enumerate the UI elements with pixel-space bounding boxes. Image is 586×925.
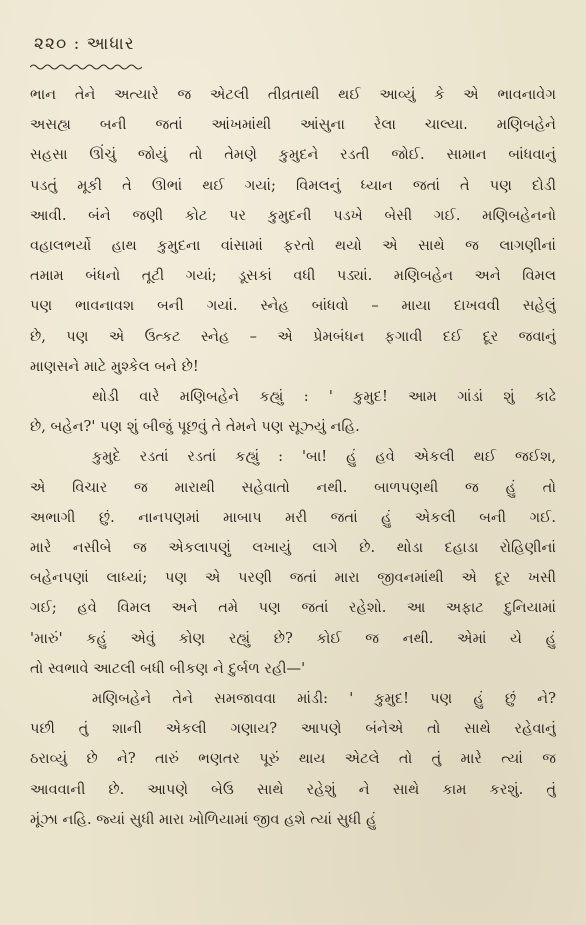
text-line: આવી. બંને જણી કોટ પર કુમુદની પડખે બેસી ગઈ. મણિબહેનનો <box>30 206 556 224</box>
header-separator: : <box>73 34 81 54</box>
page-header <box>34 34 135 54</box>
text-line: અભાગી છું. નાનપણમાં માબાપ મરી જતાં હું એકલી બની ગઈ. <box>30 508 556 526</box>
text-line: છે, બહેન?' પણ શું બીજું પૂછવું તે તેમને પણ સૂઝ્યું નહિ. <box>30 418 360 436</box>
text-line: અસહ્ય બની જતાં આંખમાંથી આંસુના રેલા ચાલ્યા. મણિબહેને <box>30 116 556 134</box>
text-line: થોડી વારે મણિબહેને કહ્યું : ' કુમુદ! આમ ગાંડાં શું કાઢે <box>92 388 556 406</box>
text-line: બહેનપણાં લાધ્યાં; પણ એ પરણી જતાં મારા જીવનમાંથી એ દૂર ખસી <box>30 569 556 587</box>
text-line: કુમુદે રડતાં રડતાં કહ્યું : 'બા! હું હવે એકલી થઈ જઈશ, <box>92 448 556 466</box>
text-line: મારે નસીબે જ એકલાપણું લખાયું લાગે છે. થોડા દહાડા રોહિણીનાં <box>30 539 556 557</box>
running-title: આધાર <box>86 34 135 54</box>
paragraph <box>30 442 556 684</box>
text-line: ઠરાવ્યું છે ને? તારું ભણતર પૂરું થાય એટલે તો તું મારે ત્યાં જ <box>30 750 556 768</box>
text-line: તમામ બંધનો તૂટી ગયાં; ડૂસકાં વધી પડ્યાં. મણિબહેન અને વિમલ <box>30 267 556 285</box>
paragraph <box>30 80 556 382</box>
text-line: ભાન તેને અત્યારે જ એટલી તીવ્રતાથી થઈ આવ્યું કે એ ભાવનાવેગ <box>30 86 556 103</box>
paragraph <box>30 382 556 442</box>
text-line: પછી તું શાની એકલી ગણાય? આપણે બંનેએ તો સાથે રહેવાનું <box>30 720 556 738</box>
text-line: તો સ્વભાવે આટલી બધી બીકણ ને દુર્બળ રહી—' <box>30 659 306 677</box>
text-line: ગઈ; હવે વિમલ અને તમે પણ જતાં રહેશો. આ અફાટ દુનિયામાં <box>30 599 556 617</box>
paragraph <box>30 684 556 835</box>
text-line: 'મારું' કહું એવું કોણ રહ્યું છે? કોઈ જ નથી. એમાં યે હું <box>30 629 556 647</box>
page-number: ૨૨૦ <box>34 34 68 54</box>
text-line: વહાલભર્યો હાથ કુમુદના વાંસામાં ફરતો થયો એ સાથે જ લાગણીનાં <box>30 237 556 255</box>
text-line: સહસા ઊંચું જોયું તો તેમણે કુમુદને રડતી જોઈ. સામાન બાંધવાનું <box>30 146 556 164</box>
text-line: આવવાની છે. આપણે બેઉ સાથે રહેશું ને સાથે કામ કરશું. તું <box>30 780 556 798</box>
text-line: એ વિચાર જ મારાથી સહેવાતો નથી. બાળપણથી જ હું તો <box>30 478 556 496</box>
text-line: મૂંઝા નહિ. જ્યાં સુધી મારા ખોળિયામાં જીવ હશે ત્યાં સુધી હું <box>30 810 377 828</box>
text-line: છે, પણ એ ઉત્કટ સ્નેહ – એ પ્રેમબંધન ફગાવી દઈ દૂર જવાનું <box>30 327 556 345</box>
text-line: માણસને માટે મુશ્કેલ બને છે! <box>30 357 199 375</box>
text-line: પડતું મૂકી તે ઊભાં થઈ ગયાં; વિમલનું ધ્યાન જતાં તે પણ દોડી <box>30 176 556 194</box>
header-wavy-rule <box>30 62 142 72</box>
text-line: પણ ભાવનાવશ બની ગયાં. સ્નેહ બાંધવો – માયા દાખવવી સહેલું <box>30 297 556 315</box>
text-line: મણિબહેને તેને સમજાવવા માંડી: ' કુમુદ! પણ હું છું ને? <box>92 690 556 708</box>
body-text <box>30 80 556 835</box>
